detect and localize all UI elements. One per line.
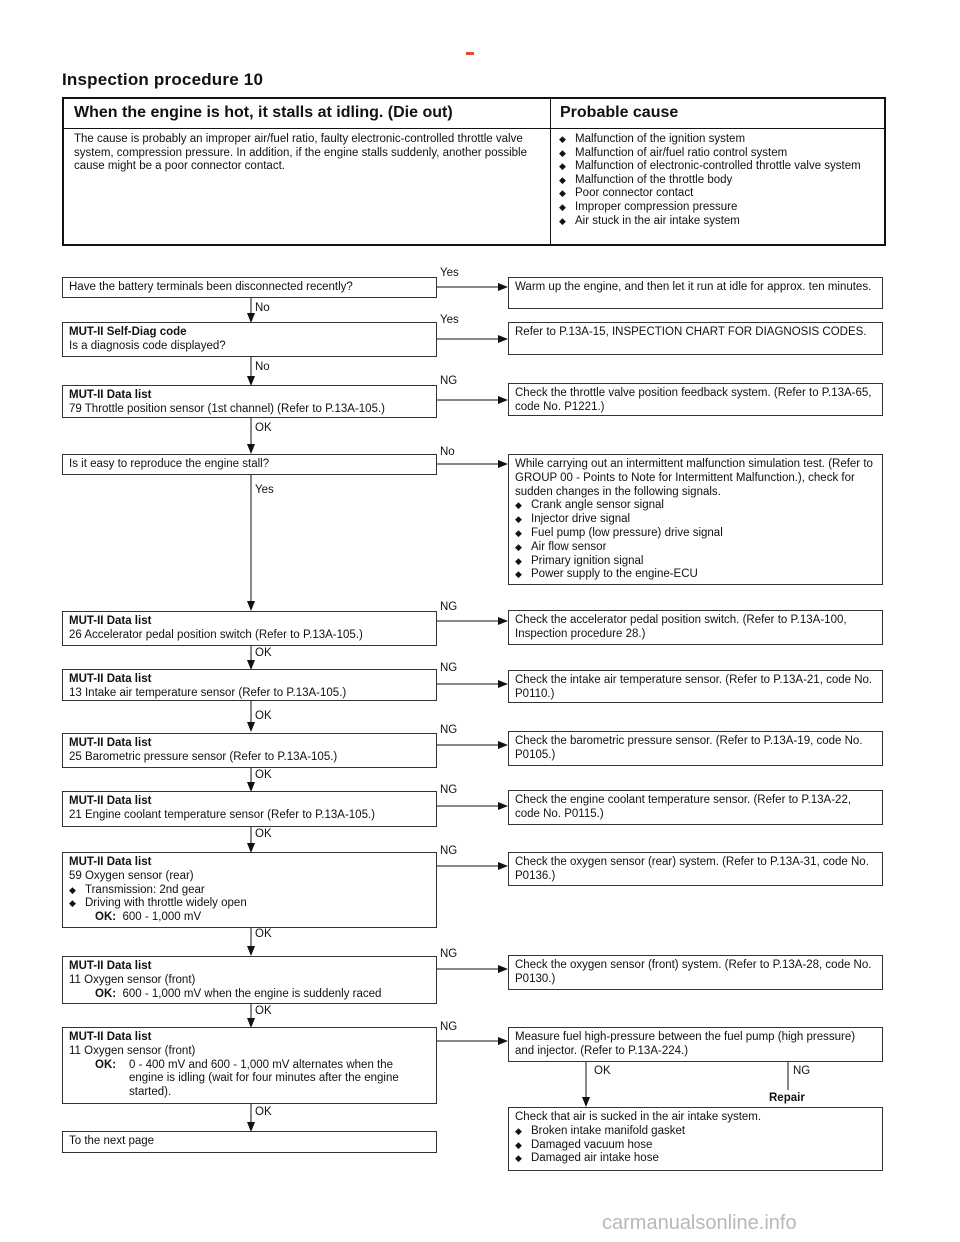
step-heading: MUT-II Data list (69, 856, 152, 868)
air-intake-check (508, 1107, 883, 1171)
step-text: 59 Oxygen sensor (rear) (69, 869, 194, 882)
next-page-box (62, 1131, 437, 1153)
watermark: carmanualsonline.info (602, 1212, 797, 1234)
down-label: OK (255, 769, 272, 781)
signal-item: ◆ Crank angle sensor signal (515, 499, 876, 513)
branch-label: No (440, 446, 455, 458)
symptom-description: The cause is probably an improper air/fuel ratio, faulty electronic-controlled throttle valve system, compression pressure. In addition, if the engine stalls suddenly, another possible cause might be a poor connector contact. (74, 133, 528, 173)
fuel-ng-label: NG (793, 1065, 811, 1077)
action-oxygen-front-check (508, 955, 883, 990)
step-oxygen-front-race (62, 956, 437, 1004)
step-accelerator-pedal (62, 611, 437, 646)
branch-label: NG (440, 1021, 458, 1033)
signal-item: ◆ Primary ignition signal (515, 555, 876, 569)
cause-item: ◆ Malfunction of electronic-controlled throttle valve system (559, 160, 881, 174)
step-text: 79 Throttle position sensor (1st channel) (Refer to P.13A-105.) (69, 402, 385, 415)
condition-item: ◆ Driving with throttle widely open (69, 897, 430, 911)
action-text: Check the barometric pressure sensor. (Refer to P.13A-19, code No. P0105.) (515, 735, 863, 761)
action-oxygen-rear-check (508, 852, 883, 886)
step-text: 11 Oxygen sensor (front) (69, 973, 196, 986)
signal-item: ◆ Power supply to the engine-ECU (515, 568, 876, 582)
down-label: OK (255, 647, 272, 659)
cause-item: ◆ Air stuck in the air intake system (559, 215, 881, 229)
down-label: Yes (255, 484, 274, 496)
condition-list (69, 884, 430, 912)
action-text: Check the throttle valve position feedback system. (Refer to P.13A-65, code No. P1221.) (515, 387, 872, 413)
action-fuel-pressure (508, 1027, 883, 1062)
down-label: OK (255, 710, 272, 722)
cause-item: ◆ Malfunction of air/fuel ratio control system (559, 147, 881, 161)
cause-item: ◆ Improper compression pressure (559, 201, 881, 215)
ok-label: OK: (95, 987, 117, 1000)
action-text: Warm up the engine, and then let it run at idle for approx. ten minutes. (515, 281, 872, 293)
step-heading: MUT-II Data list (69, 960, 152, 972)
fuel-ok-label: OK (594, 1065, 611, 1077)
action-text: While carrying out an intermittent malfunction simulation test. (Refer to GROUP 00 - Points to Note for Intermittent Malfunction.), check for sudden changes in the following signals. (515, 458, 873, 498)
action-barometric-check (508, 731, 883, 766)
condition-item: ◆ Transmission: 2nd gear (69, 884, 430, 898)
page-title: Inspection procedure 10 (62, 70, 264, 89)
ok-value: 600 - 1,000 mV (122, 911, 202, 924)
air-check-item: ◆ Damaged vacuum hose (515, 1139, 876, 1153)
ok-criteria (69, 988, 430, 1002)
air-check-item: ◆ Broken intake manifold gasket (515, 1125, 876, 1139)
step-text: Is a diagnosis code displayed? (69, 339, 226, 352)
branch-label: NG (440, 784, 458, 796)
action-text: Refer to P.13A-15, INSPECTION CHART FOR DIAGNOSIS CODES. (515, 326, 867, 338)
down-label: OK (255, 1106, 272, 1118)
air-check-text: Check that air is sucked in the air intake system. (515, 1111, 762, 1123)
step-heading: MUT-II Data list (69, 795, 152, 807)
action-text: Check the accelerator pedal position switch. (Refer to P.13A-100, Inspection procedure 28.) (515, 614, 847, 640)
step-oxygen-front-idle (62, 1027, 437, 1104)
signal-item: ◆ Fuel pump (low pressure) drive signal (515, 527, 876, 541)
action-text: Check the oxygen sensor (front) system. (Refer to P.13A-28, code No. P0130.) (515, 959, 872, 985)
signal-list (515, 499, 876, 582)
cause-item: ◆ Malfunction of the ignition system (559, 133, 881, 147)
ok-label: OK: (95, 911, 117, 924)
air-check-item: ◆ Damaged air intake hose (515, 1152, 876, 1166)
action-intake-air-check (508, 670, 883, 703)
step-heading: MUT-II Self-Diag code (69, 326, 187, 338)
step-text: 26 Accelerator pedal position switch (Refer to P.13A-105.) (69, 628, 363, 641)
step-barometric (62, 733, 437, 768)
step-self-diag (62, 322, 437, 357)
step-heading: MUT-II Data list (69, 615, 152, 627)
repair-label: Repair (769, 1092, 805, 1104)
step-battery (62, 277, 437, 298)
action-text: Check the oxygen sensor (rear) system. (Refer to P.13A-31, code No. P0136.) (515, 856, 869, 882)
probable-cause-heading: Probable cause (560, 104, 679, 121)
branch-label: Yes (440, 267, 459, 279)
branch-label: Yes (440, 314, 459, 326)
step-coolant-temp (62, 791, 437, 827)
branch-label: NG (440, 662, 458, 674)
down-label: No (255, 302, 270, 314)
signal-item: ◆ Air flow sensor (515, 541, 876, 555)
ok-criteria (69, 1059, 430, 1100)
branch-label: NG (440, 375, 458, 387)
ok-criteria (69, 911, 430, 925)
branch-label: NG (440, 724, 458, 736)
step-reproduce-stall (62, 454, 437, 475)
down-label: OK (255, 422, 272, 434)
action-diag-chart (508, 322, 883, 355)
signal-item: ◆ Injector drive signal (515, 513, 876, 527)
step-text: 21 Engine coolant temperature sensor (Refer to P.13A-105.) (69, 808, 375, 821)
step-text: 11 Oxygen sensor (front) (69, 1044, 196, 1057)
next-page-text: To the next page (69, 1135, 155, 1147)
ok-value: 600 - 1,000 mV when the engine is suddenly raced (122, 987, 382, 1000)
action-warm-up (508, 277, 883, 309)
down-label: OK (255, 1005, 272, 1017)
action-coolant-check (508, 790, 883, 825)
step-heading: MUT-II Data list (69, 673, 152, 685)
down-label: OK (255, 828, 272, 840)
step-heading: MUT-II Data list (69, 737, 152, 749)
action-throttle-feedback (508, 383, 883, 416)
step-intake-air-temp (62, 669, 437, 701)
action-text: Measure fuel high-pressure between the fuel pump (high pressure) and injector. (Refer to P.13A-224.) (515, 1031, 856, 1057)
ok-value: 0 - 400 mV and 600 - 1,000 mV alternates when the engine is idling (wait for four minutes after the engine started). (129, 1058, 399, 1099)
step-text: 25 Barometric pressure sensor (Refer to P.13A-105.) (69, 750, 338, 763)
step-text: Have the battery terminals been disconnected recently? (69, 281, 353, 293)
step-text: 13 Intake air temperature sensor (Refer to P.13A-105.) (69, 686, 347, 699)
down-label: OK (255, 928, 272, 940)
step-text: Is it easy to reproduce the engine stall? (69, 458, 270, 470)
down-label: No (255, 361, 270, 373)
step-oxygen-rear (62, 852, 437, 928)
air-check-list (515, 1125, 876, 1166)
branch-label: NG (440, 601, 458, 613)
branch-label: NG (440, 948, 458, 960)
action-text: Check the intake air temperature sensor. (Refer to P.13A-21, code No. P0110.) (515, 674, 873, 700)
step-throttle-position (62, 385, 437, 418)
ok-label: OK: (95, 1058, 117, 1071)
action-intermittent-test (508, 454, 883, 585)
action-accelerator-check (508, 610, 883, 645)
branch-label: NG (440, 845, 458, 857)
symptom-heading: When the engine is hot, it stalls at idling. (Die out) (74, 104, 453, 121)
cause-item: ◆ Malfunction of the throttle body (559, 174, 881, 188)
action-text: Check the engine coolant temperature sensor. (Refer to P.13A-22, code No. P0115.) (515, 794, 852, 820)
cause-item: ◆ Poor connector contact (559, 187, 881, 201)
step-heading: MUT-II Data list (69, 389, 152, 401)
step-heading: MUT-II Data list (69, 1031, 152, 1043)
